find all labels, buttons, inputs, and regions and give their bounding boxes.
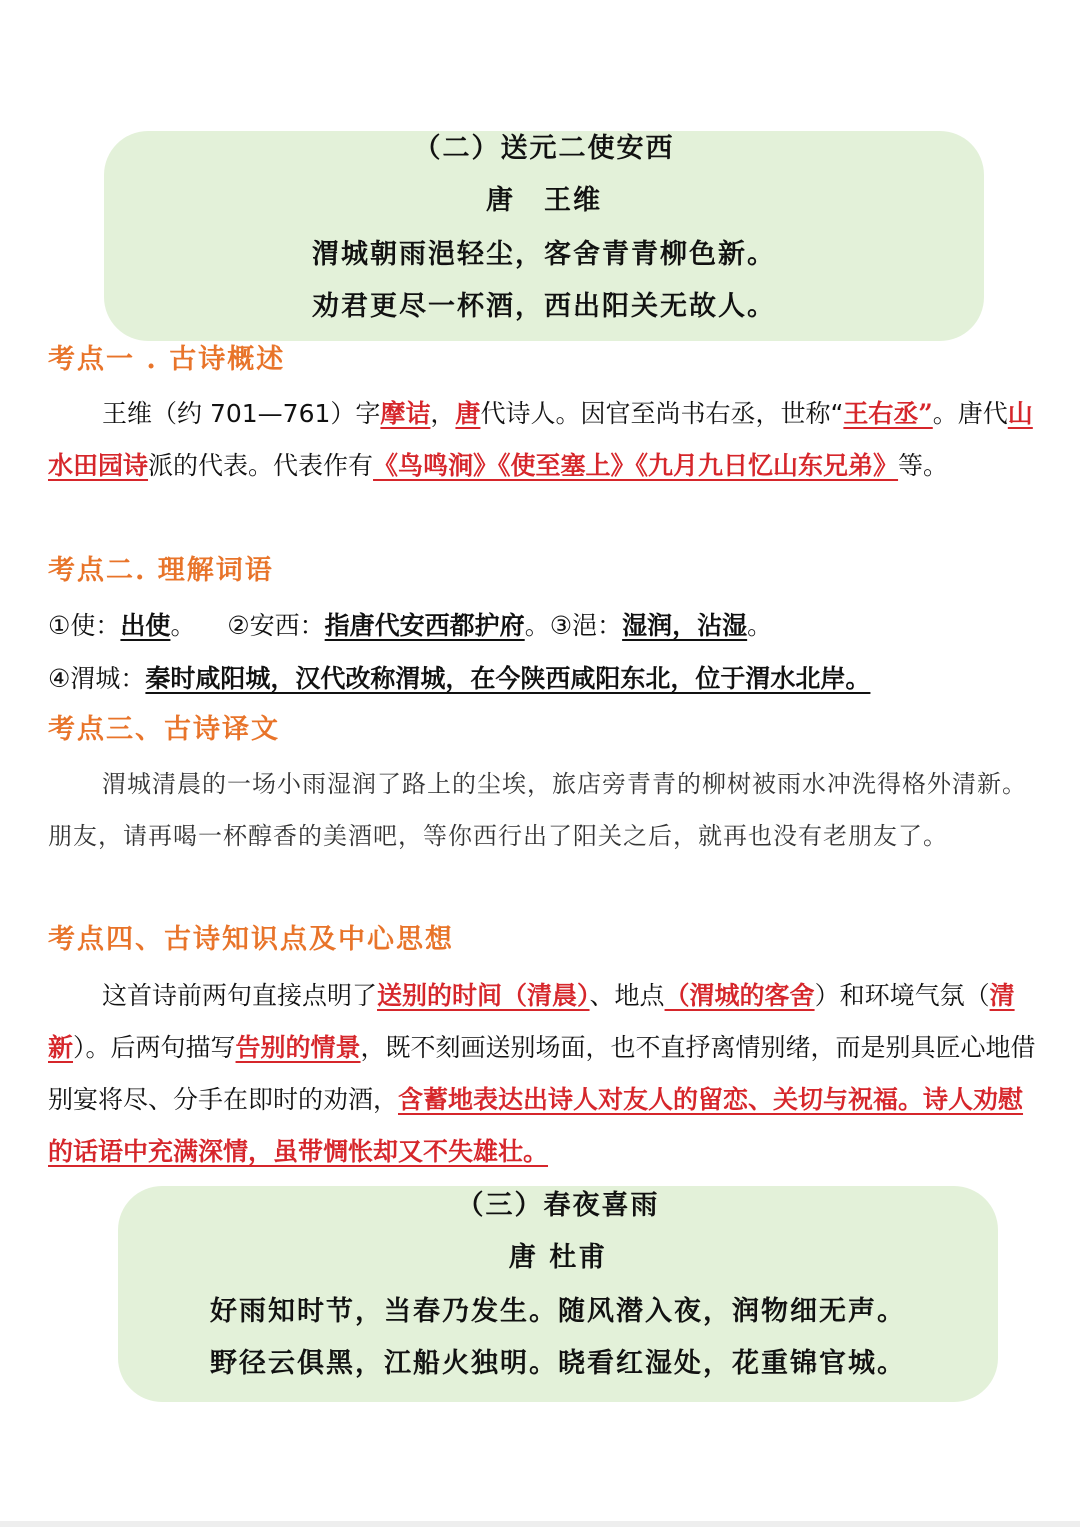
page-bottom-edge [0,1521,1080,1527]
farewell-scene: 告别的情景 [235,1033,361,1062]
section-heading-3: 考点三、古诗译文 [48,714,280,745]
central-idea: 含蓄地表达出诗人对友人的留恋、关切与祝福。诗人劝慰的话语中充满深情，虽带惆怅却又不失雄壮。 [48,1085,1024,1166]
poem-box-2 [118,1186,998,1402]
poem-box-1 [104,131,984,341]
section-heading-1: 考点一 . 古诗概述 [48,344,286,375]
title-name: 王右丞” [843,399,933,428]
section-heading-2: 考点二. 理解词语 [48,555,274,586]
poem-line-1: 好雨知时节，当春乃发生。随风潜入夜，润物细无声。 [210,1296,906,1327]
vocab-def-3: 湿润，沾湿 [622,611,748,640]
poem-title: （二）送元二使安西 [413,133,675,164]
section-heading-4: 考点四、古诗知识点及中心思想 [48,924,454,955]
vocab-def-2: 指唐代安西都护府 [324,611,525,640]
section-1-paragraph: 王维（约 701—761）字摩诘，唐代诗人。因官至尚书右丞，世称“王右丞”。唐代山水田园诗派的代表。代表作有《鸟鸣涧》《使至塞上》《九月九日忆山东兄弟》等。 [48,399,1033,480]
vocab-line-1: ①使：出使。 ②安西：指唐代安西都护府。③浥：湿润，沾湿。 [48,611,773,640]
vocab-def-4: 秦时咸阳城，汉代改称渭城，在今陕西咸阳东北，位于渭水北岸。 [145,664,871,693]
vocab-line-2: ④渭城：秦时咸阳城，汉代改称渭城，在今陕西咸阳东北，位于渭水北岸。 [48,664,871,693]
poem-author: 唐 王维 [486,185,602,216]
poetry-school: 山水田园诗 [48,399,1033,480]
atmosphere: 清新 [48,981,1015,1062]
dynasty: 唐 [455,399,481,428]
representative-works: 《鸟鸣涧》《使至塞上》《九月九日忆山东兄弟》 [373,451,899,480]
translation-paragraph: 渭城清晨的一场小雨湿润了路上的尘埃，旅店旁青青的柳树被雨水冲洗得格外清新。朋友，请再喝一杯醇香的美酒吧，等你西行出了阳关之后，就再也没有老朋友了。 [48,770,1027,850]
poem-author: 唐 杜甫 [508,1242,608,1273]
poem-line-1: 渭城朝雨浥轻尘，客舍青青柳色新。 [312,239,776,270]
farewell-time: 送别的时间（清晨） [377,981,590,1010]
section-4-paragraph: 这首诗前两句直接点明了送别的时间（清晨）、地点（渭城的客舍）和环境气氛（清新）。后两句描写告别的情景，既不刻画送别场面，也不直抒离情别绪，而是别具匠心地借别宴将尽、分手在即时的劝酒，含蓄地表达出诗人对友人的留恋、关切与祝福。诗人劝慰的话语中充满深情，虽带惆怅却又不失雄壮。 [48,981,1036,1166]
courtesy-name: 摩诘 [380,399,431,428]
poem-line-2: 劝君更尽一杯酒，西出阳关无故人。 [312,291,776,322]
vocab-def-1: 出使 [120,611,171,640]
farewell-place: （渭城的客舍 [664,981,815,1010]
poem-line-2: 野径云俱黑，江船火独明。晓看红湿处，花重锦官城。 [210,1348,906,1379]
poem-title: （三）春夜喜雨 [456,1190,660,1221]
